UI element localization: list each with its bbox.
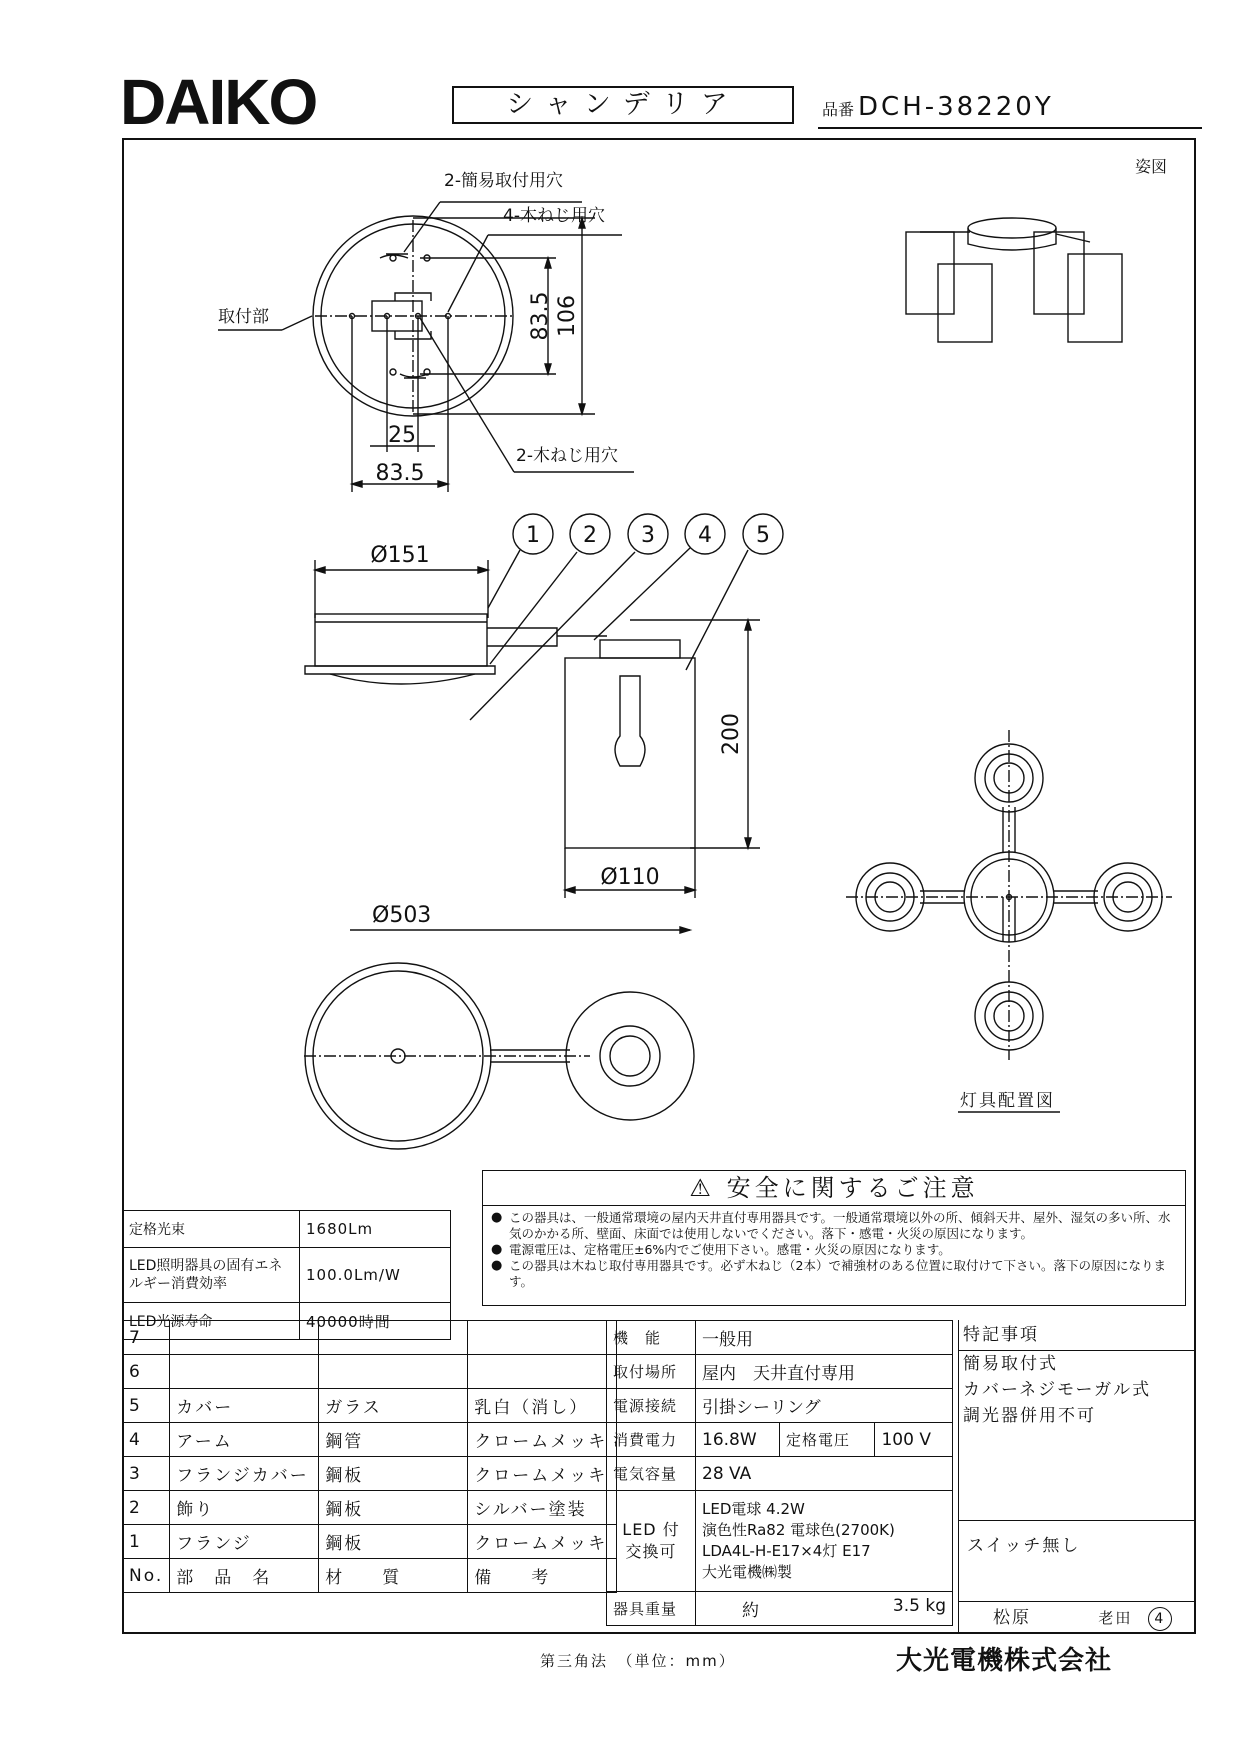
part-note: クロームメッキ	[468, 1423, 617, 1457]
part-note: クロームメッキ	[468, 1525, 617, 1559]
spec-value: 屋内 天井直付専用	[696, 1355, 953, 1389]
perf-value: 100.0Lm/W	[300, 1248, 451, 1303]
safety-notice	[482, 1170, 1186, 1306]
perf-label: LED照明器具の固有エネルギー消費効率	[123, 1248, 300, 1303]
parts-header-row	[123, 1559, 617, 1593]
table-row	[123, 1211, 451, 1248]
side-view	[305, 543, 760, 933]
dim-106: 106	[555, 295, 580, 337]
part-material: 鋼管	[319, 1423, 468, 1457]
spec-led-details	[696, 1491, 953, 1592]
led-line: LED電球 4.2W	[702, 1500, 805, 1518]
part-name	[170, 1355, 319, 1389]
dim-83-5-horizontal: 83.5	[375, 461, 425, 486]
warning-icon: ⚠	[689, 1174, 715, 1202]
table-row	[607, 1592, 953, 1626]
table-row	[123, 1248, 451, 1303]
table-row	[123, 1389, 617, 1423]
perf-label: LED光源寿命	[123, 1303, 300, 1340]
part-material	[319, 1355, 468, 1389]
safety-list	[483, 1206, 1185, 1290]
part-no: 4	[123, 1423, 170, 1457]
safety-title	[483, 1171, 1185, 1206]
spec-value: 一般用	[696, 1321, 953, 1355]
callout-5: 5	[756, 523, 770, 548]
notes-title: 特記事項	[959, 1320, 1196, 1351]
dim-503: Ø503	[372, 903, 432, 928]
part-material	[319, 1321, 468, 1355]
part-name: フランジカバー	[170, 1457, 319, 1491]
spec-table	[606, 1320, 953, 1626]
table-row	[607, 1355, 953, 1389]
table-row	[123, 1457, 617, 1491]
table-row	[123, 1491, 617, 1525]
led-line: 大光電機㈱製	[702, 1563, 793, 1581]
spec-value	[696, 1592, 953, 1626]
part-no: 5	[123, 1389, 170, 1423]
note-line: 調光器併用不可	[963, 1406, 1096, 1426]
safety-item: ● 電源電圧は、定格電圧±6%内でご使用下さい。感電・火災の原因になります。	[491, 1242, 1179, 1258]
part-note: 乳白（消し）	[468, 1389, 617, 1423]
note-line: 簡易取付式	[963, 1354, 1058, 1374]
layout-label: 灯具配置図	[960, 1091, 1055, 1111]
spec-value: 100 V	[875, 1423, 953, 1457]
table-row	[123, 1321, 617, 1355]
spec-key: 電源接続	[607, 1389, 696, 1423]
header-material: 材 質	[319, 1559, 468, 1593]
part-note: クロームメッキ	[468, 1457, 617, 1491]
header-name: 部 品 名	[170, 1559, 319, 1593]
callout-3: 3	[641, 523, 655, 548]
projection-method: 第三角法 （単位：mm）	[540, 1652, 736, 1670]
spec-value: 28 VA	[696, 1457, 953, 1491]
spec-key: 消費電力	[607, 1423, 696, 1457]
dim-83-5-vertical: 83.5	[528, 291, 553, 341]
part-callouts	[470, 514, 783, 720]
part-note	[468, 1355, 617, 1389]
table-row	[607, 1389, 953, 1423]
wood-screw-holes-2-label: 2-木ねじ用穴	[516, 446, 618, 466]
document-title: シャンデリア	[452, 86, 794, 124]
note-line: カバーネジモーガル式	[963, 1380, 1152, 1400]
table-row	[607, 1321, 953, 1355]
perspective-view	[906, 218, 1122, 342]
signature-row	[959, 1601, 1196, 1635]
part-material: 鋼板	[319, 1457, 468, 1491]
signature-2: 老田	[1098, 1609, 1133, 1627]
part-no: 2	[123, 1491, 170, 1525]
weight-prefix: 約	[742, 1601, 759, 1621]
perf-value: 40000時間	[300, 1303, 451, 1340]
part-material: 鋼板	[319, 1491, 468, 1525]
part-name: フランジ	[170, 1525, 319, 1559]
mount-label: 取付部	[218, 307, 269, 327]
perf-label: 定格光束	[123, 1211, 300, 1248]
spec-key: 器具重量	[607, 1592, 696, 1626]
led-line: 演色性Ra82 電球色(2700K)	[702, 1521, 895, 1539]
switch-box	[959, 1520, 1196, 1601]
safety-item: ● この器具は木ねじ取付専用器具です。必ず木ねじ（2本）で補強材のある位置に取付けて下さい。落下の原因になります。	[491, 1258, 1179, 1290]
callout-2: 2	[583, 523, 597, 548]
parts-table	[122, 1320, 617, 1593]
spec-key: 定格電圧	[779, 1423, 875, 1457]
spec-key: LED 付 交換可	[607, 1491, 696, 1592]
table-row	[123, 1525, 617, 1559]
table-row	[123, 1423, 617, 1457]
wood-screw-holes-4-label: 4-木ねじ用穴	[503, 206, 605, 226]
company-logo: DAIKO	[120, 66, 317, 138]
revision-badge: 4	[1148, 1607, 1172, 1631]
dim-110: Ø110	[600, 865, 660, 890]
part-note	[468, 1321, 617, 1355]
safety-title-text: 安全に関するご注意	[726, 1174, 979, 1202]
part-name: 飾り	[170, 1491, 319, 1525]
switch-note: スイッチ無し	[967, 1536, 1081, 1556]
part-material: 鋼板	[319, 1525, 468, 1559]
lamp-layout-view	[846, 730, 1172, 1112]
model-value: DCH-38220Y	[858, 92, 1054, 122]
part-name: カバー	[170, 1389, 319, 1423]
led-line: LDA4L-H-E17×4灯 E17	[702, 1542, 871, 1560]
table-row	[123, 1355, 617, 1389]
weight-value: 3.5 kg	[892, 1596, 946, 1616]
perf-value: 1680Lm	[300, 1211, 451, 1248]
table-row	[607, 1457, 953, 1491]
table-row	[607, 1423, 953, 1457]
part-material: ガラス	[319, 1389, 468, 1423]
part-no: 3	[123, 1457, 170, 1491]
table-row	[607, 1491, 953, 1592]
simple-mount-holes-label: 2-簡易取付用穴	[444, 171, 563, 191]
notes-panel	[958, 1320, 1196, 1634]
spec-key: 電気容量	[607, 1457, 696, 1491]
part-no: 1	[123, 1525, 170, 1559]
signature-1: 松原	[993, 1608, 1031, 1628]
spec-value: 引掛シーリング	[696, 1389, 953, 1423]
company-name: 大光電機株式会社	[896, 1646, 1113, 1676]
callout-4: 4	[698, 523, 712, 548]
part-no: 6	[123, 1355, 170, 1389]
safety-item: ● この器具は、一般通常環境の屋内天井直付専用器具です。一般通常環境以外の所、傾斜天井、屋外、湿気の多い所、水気のかかる所、壁面、床面では使用しないでください。落下・感電・火災の原因になります。	[491, 1210, 1179, 1242]
part-name	[170, 1321, 319, 1355]
spec-key: 機 能	[607, 1321, 696, 1355]
view-label: 姿図	[1135, 157, 1168, 176]
dim-151: Ø151	[370, 543, 430, 568]
header-no: No.	[123, 1559, 170, 1593]
dim-200: 200	[719, 713, 744, 755]
callout-1: 1	[526, 523, 540, 548]
model-prefix: 品番	[822, 100, 855, 119]
spec-value: 16.8W	[696, 1423, 780, 1457]
bottom-view	[304, 963, 694, 1149]
part-no: 7	[123, 1321, 170, 1355]
spec-key: 取付場所	[607, 1355, 696, 1389]
dim-25: 25	[388, 423, 416, 448]
header-note: 備 考	[468, 1559, 617, 1593]
part-name: アーム	[170, 1423, 319, 1457]
part-note: シルバー塗装	[468, 1491, 617, 1525]
